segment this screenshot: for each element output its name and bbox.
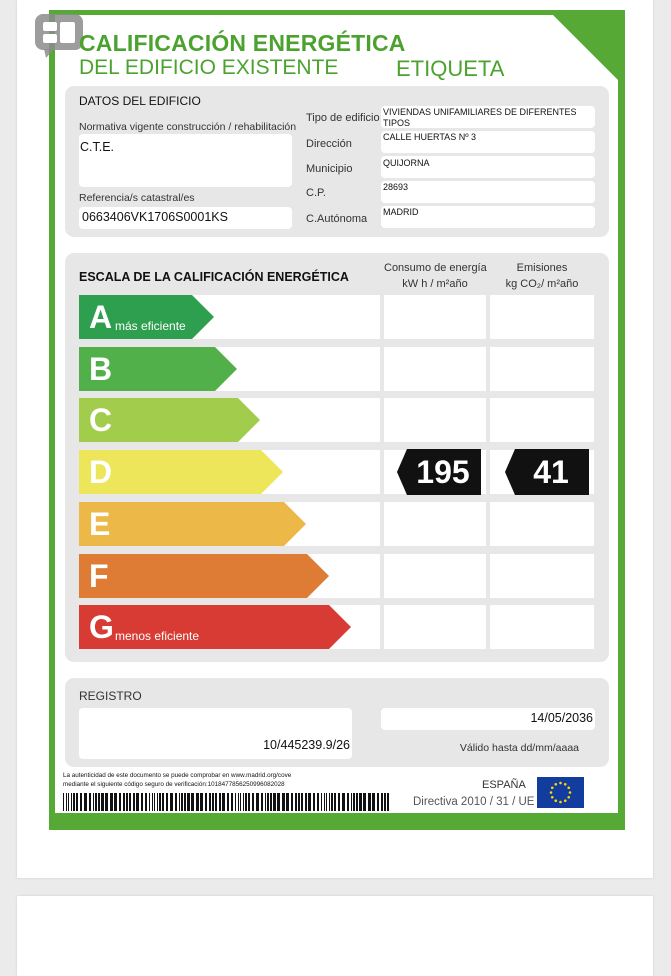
rating-letter-f: F [89, 558, 109, 594]
verification-barcode [63, 793, 391, 811]
energy-cell-b [384, 347, 486, 391]
energy-cell-e [384, 502, 486, 546]
field-value-municipality: QUIJORNA [383, 158, 430, 168]
rating-arrow-f [79, 554, 329, 598]
directive-label: Directiva 2010 / 31 / UE [413, 796, 535, 808]
rating-letter-b: B [89, 351, 113, 387]
energy-cell-c [384, 398, 486, 442]
emissions-column-unit: kg CO₂/ m²año [505, 278, 579, 290]
energy-cell-g [384, 605, 486, 649]
chat-bubble-icon [34, 13, 84, 59]
label-subtitle: DEL EDIFICIO EXISTENTE [79, 56, 339, 79]
emissions-cell-c [490, 398, 594, 442]
field-value-building-type: VIVIENDAS UNIFAMILIARES DE DIFERENTES TIPOS [383, 107, 577, 128]
field-value-address: CALLE HUERTAS Nº 3 [383, 132, 476, 142]
rating-letter-a: A [89, 299, 113, 335]
cadastral-value: 0663406VK1706S0001KS [82, 210, 228, 224]
emissions-cell-a [490, 295, 594, 339]
label-tag: ETIQUETA [396, 56, 505, 81]
energy-cell-a [384, 295, 486, 339]
eu-flag-icon [537, 777, 584, 808]
rating-letter-e: E [89, 506, 111, 542]
regulation-label: Normativa vigente construcción / rehabilitación [79, 121, 297, 133]
scale-section-title: ESCALA DE LA CALIFICACIÓN ENERGÉTICA [79, 270, 349, 284]
country-label: ESPAÑA [482, 779, 526, 791]
energy-column-title: Consumo de energía [384, 262, 487, 274]
registry-number: 10/445239.9/26 [263, 738, 350, 752]
field-box-postal-code [381, 181, 595, 203]
field-label-building-type: Tipo de edificio [306, 112, 380, 124]
emissions-column-title: Emisiones [516, 262, 568, 274]
field-value-region: MADRID [383, 207, 419, 217]
rating-letter-d: D [89, 454, 113, 490]
rating-letter-g: G [89, 609, 114, 645]
field-label-municipality: Municipio [306, 163, 353, 175]
emissions-cell-e [490, 502, 594, 546]
field-label-postal-code: C.P. [306, 187, 326, 199]
corner-fold-decoration [548, 10, 625, 87]
emissions-cell-b [490, 347, 594, 391]
field-label-address: Dirección [306, 138, 352, 150]
authenticity-line-1: La autenticidad de este documento se puede comprobar en www.madrid.org/cove [63, 772, 292, 779]
next-document-page [17, 896, 653, 976]
energy-rating-badge-value: 195 [416, 454, 470, 490]
energy-column-unit: kW h / m²año [402, 278, 468, 290]
emissions-cell-f [490, 554, 594, 598]
field-value-postal-code: 28693 [383, 182, 409, 192]
field-label-region: C.Autónoma [306, 213, 368, 225]
authenticity-line-2: mediante el siguiente código seguro de verificación:1018477856250996082028 [63, 781, 285, 788]
building-section-title: DATOS DEL EDIFICIO [79, 94, 201, 108]
rating-arrow-e [79, 502, 306, 546]
emissions-rating-badge-value: 41 [533, 454, 569, 490]
rating-letter-c: C [89, 402, 113, 438]
cadastral-label: Referencia/s catastral/es [79, 192, 195, 204]
registry-section-title: REGISTRO [79, 689, 142, 703]
emissions-cell-g [490, 605, 594, 649]
valid-date: 14/05/2036 [530, 711, 593, 725]
rating-note-a: más eficiente [115, 319, 186, 333]
regulation-value: C.T.E. [80, 140, 115, 154]
label-title: CALIFICACIÓN ENERGÉTICA [79, 30, 406, 56]
rating-note-g: menos eficiente [115, 629, 200, 643]
energy-cell-f [384, 554, 486, 598]
valid-date-label: Válido hasta dd/mm/aaaa [459, 742, 579, 754]
